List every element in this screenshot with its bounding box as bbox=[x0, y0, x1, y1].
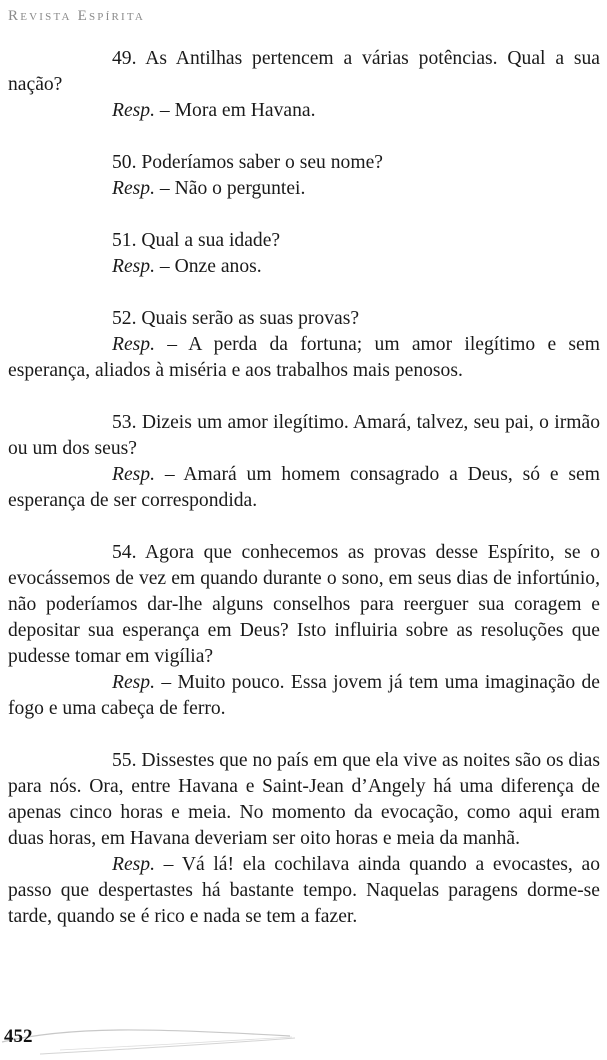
resp-label: Resp. bbox=[112, 854, 155, 875]
answer-body: – Muito pouco. Essa jovem já tem uma imaginação de fogo e uma cabeça de ferro. bbox=[8, 672, 600, 719]
question-text: 49. As Antilhas pertencem a várias potências. Qual a sua nação? bbox=[8, 48, 600, 95]
answer-body: – Mora em Havana. bbox=[155, 100, 316, 121]
question-text: 53. Dizeis um amor ilegítimo. Amará, talvez, seu pai, o irmão ou um dos seus? bbox=[8, 412, 600, 459]
answer-text bbox=[8, 462, 600, 514]
running-head: Revista Espírita bbox=[8, 8, 146, 24]
resp-label: Resp. bbox=[112, 464, 155, 485]
qa-entry-49 bbox=[8, 46, 600, 124]
answer-text bbox=[8, 98, 600, 124]
answer-body: – Onze anos. bbox=[155, 256, 262, 277]
qa-entry-51 bbox=[8, 228, 600, 280]
answer-text bbox=[8, 852, 600, 930]
qa-entry-52 bbox=[8, 306, 600, 384]
qa-entry-55 bbox=[8, 748, 600, 930]
answer-body: – Não o perguntei. bbox=[155, 178, 306, 199]
page-body bbox=[8, 46, 600, 956]
answer-body: – Amará um homem consagrado a Deus, só e sem esperança de ser correspondida. bbox=[8, 464, 600, 511]
answer-body: – A perda da fortuna; um amor ilegítimo e sem esperança, aliados à miséria e aos trabalhos mais penosos. bbox=[8, 334, 600, 381]
resp-label: Resp. bbox=[112, 100, 155, 121]
page-number: 452 bbox=[4, 1026, 33, 1047]
resp-label: Resp. bbox=[112, 672, 155, 693]
qa-entry-54 bbox=[8, 540, 600, 722]
swoosh-ornament bbox=[0, 1020, 300, 1060]
question-text: 52. Quais serão as suas provas? bbox=[112, 308, 360, 329]
question-text: 50. Poderíamos saber o seu nome? bbox=[112, 152, 383, 173]
resp-label: Resp. bbox=[112, 178, 155, 199]
qa-entry-50 bbox=[8, 150, 600, 202]
question-text: 54. Agora que conhecemos as provas desse Espírito, se o evocássemos de vez em quando durante o sono, em seus dias de infortúnio, não poderíamos dar-lhe alguns conselhos para reerguer sua coragem e depositar sua esperança em Deus? Isto influiria sobre as resoluções que pudesse tomar em vigília? bbox=[8, 542, 600, 667]
question-text: 51. Qual a sua idade? bbox=[112, 230, 281, 251]
resp-label: Resp. bbox=[112, 256, 155, 277]
resp-label: Resp. bbox=[112, 334, 155, 355]
answer-body: – Vá lá! ela cochilava ainda quando a evocastes, ao passo que despertastes há bastante tempo. Naquelas paragens dorme-se tarde, quando se é rico e nada se tem a fazer. bbox=[8, 854, 600, 927]
qa-entry-53 bbox=[8, 410, 600, 514]
question-text: 55. Dissestes que no país em que ela vive as noites são os dias para nós. Ora, entre Havana e Saint-Jean d’Angely há uma diferença de apenas cinco horas e meia. No momento da evocação, como aqui eram duas horas, em Havana deveriam ser oito horas e meia da manhã. bbox=[8, 750, 600, 849]
answer-text bbox=[8, 332, 600, 384]
answer-text bbox=[8, 670, 600, 722]
answer-text bbox=[8, 176, 600, 202]
page-footer bbox=[0, 1020, 300, 1060]
answer-text bbox=[8, 254, 600, 280]
